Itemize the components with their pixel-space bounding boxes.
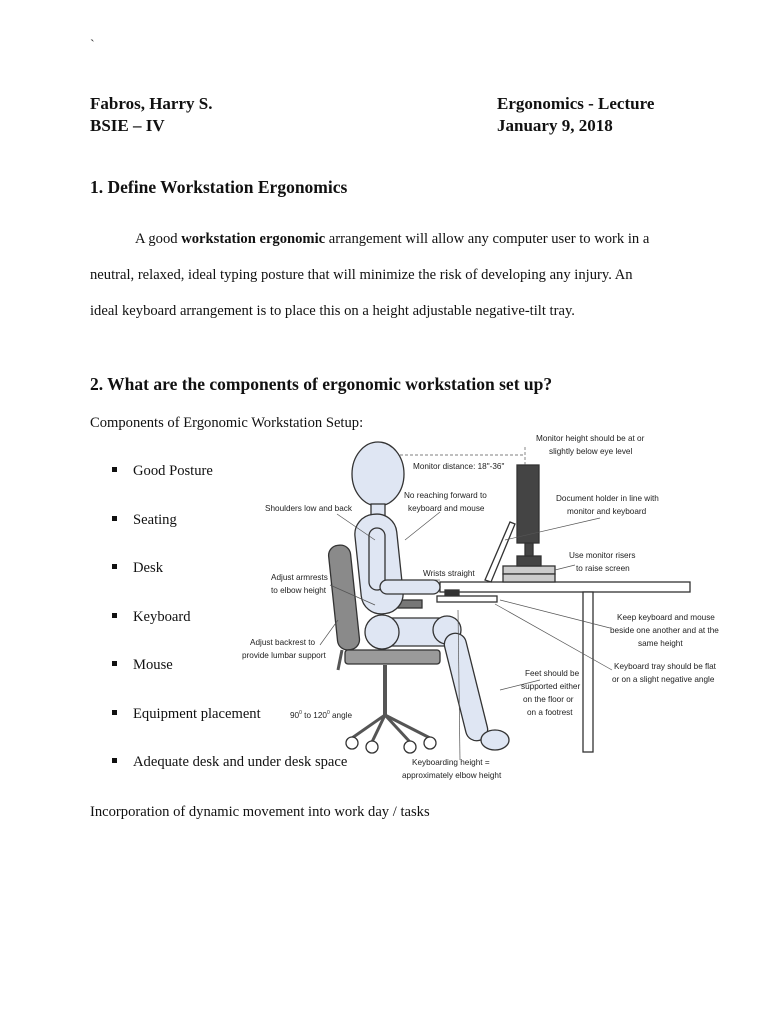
chair-wheel xyxy=(404,741,416,753)
date: January 9, 2018 xyxy=(497,116,613,135)
label-shoulders: Shoulders low and back xyxy=(265,504,352,513)
label-backrest-1: Adjust backrest to xyxy=(250,638,316,647)
label-feet-4: on a footrest xyxy=(527,708,573,717)
list-item: Seating xyxy=(112,512,177,529)
label-armrests-2: to elbow height xyxy=(271,586,327,595)
course-year: BSIE – IV xyxy=(90,116,165,135)
figure-foot xyxy=(481,730,509,750)
label-feet-3: on the floor or xyxy=(523,695,574,704)
label-doc-holder-1: Document holder in line with xyxy=(556,494,659,503)
chair-leg xyxy=(385,715,430,738)
chair-wheel xyxy=(424,737,436,749)
figure-shin xyxy=(442,631,490,743)
chair-wheel xyxy=(366,741,378,753)
label-angle: $90^0$ to $120^0$ angle xyxy=(290,710,353,720)
list-item: Adequate desk and under desk space xyxy=(112,754,347,771)
keyboard xyxy=(445,590,459,595)
label-monitor-height-2: slightly below eye level xyxy=(549,447,633,456)
stray-mark: ` xyxy=(90,38,95,53)
label-monitor-distance: Monitor distance: 18"-36" xyxy=(413,462,505,471)
list-item: Keyboard xyxy=(112,609,191,626)
figure-forearm xyxy=(380,580,440,594)
label-kb-height-2: approximately elbow height xyxy=(402,771,502,780)
monitor-riser xyxy=(503,566,555,574)
para-line-3: ideal keyboard arrangement is to place this on a height adjustable negative-tilt tray. xyxy=(90,303,575,319)
label-no-reaching-2: keyboard and mouse xyxy=(408,504,485,513)
label-feet-2: supported either xyxy=(521,682,581,691)
list-item: Desk xyxy=(112,560,163,577)
label-doc-holder-2: monitor and keyboard xyxy=(567,507,647,516)
list-item: Good Posture xyxy=(112,463,213,480)
section2-heading: 2. What are the components of ergonomic workstation set up? xyxy=(90,374,553,394)
label-backrest-2: provide lumbar support xyxy=(242,651,326,660)
label-kb-height-1: Keyboarding height = xyxy=(412,758,490,767)
label-wrists: Wrists straight xyxy=(423,569,475,578)
para-line-1: A good workstation ergonomic arrangement will allow any computer user to work in a xyxy=(135,231,650,247)
figure-head xyxy=(352,442,404,506)
label-monitor-height-1: Monitor height should be at or xyxy=(536,434,645,443)
label-risers-2: to raise screen xyxy=(576,564,630,573)
subject: Ergonomics - Lecture xyxy=(497,94,655,113)
dynamic-movement-line: Incorporation of dynamic movement into work day / tasks xyxy=(90,804,430,820)
components-intro: Components of Ergonomic Workstation Setup: xyxy=(90,415,364,431)
list-item: Equipment placement xyxy=(112,706,261,723)
label-tray-1: Keyboard tray should be flat xyxy=(614,662,716,671)
label-no-reaching-1: No reaching forward to xyxy=(404,491,487,500)
label-keep-kb-2: beside one another and at the xyxy=(610,626,719,635)
chair-wheel xyxy=(346,737,358,749)
author-name: Fabros, Harry S. xyxy=(90,94,213,113)
para-line-2: neutral, relaxed, ideal typing posture that will minimize the risk of developing any injury. An xyxy=(90,267,633,283)
chair-seat xyxy=(345,650,440,664)
label-keep-kb-1: Keep keyboard and mouse xyxy=(617,613,715,622)
monitor xyxy=(517,465,539,543)
desk-top xyxy=(440,582,690,592)
figure-hip xyxy=(365,615,399,649)
monitor-stand xyxy=(517,556,541,566)
label-risers-1: Use monitor risers xyxy=(569,551,636,560)
label-keep-kb-3: same height xyxy=(638,639,683,648)
list-item: Mouse xyxy=(112,657,173,674)
label-feet-1: Feet should be xyxy=(525,669,580,678)
chair-backrest xyxy=(328,544,361,651)
label-tray-2: or on a slight negative angle xyxy=(612,675,715,684)
desk-leg xyxy=(583,592,593,752)
monitor-riser xyxy=(503,574,555,582)
chair-leg xyxy=(385,715,410,742)
label-armrests-1: Adjust armrests xyxy=(271,573,328,582)
keyboard-tray xyxy=(437,596,497,602)
section1-heading: 1. Define Workstation Ergonomics xyxy=(90,177,348,197)
